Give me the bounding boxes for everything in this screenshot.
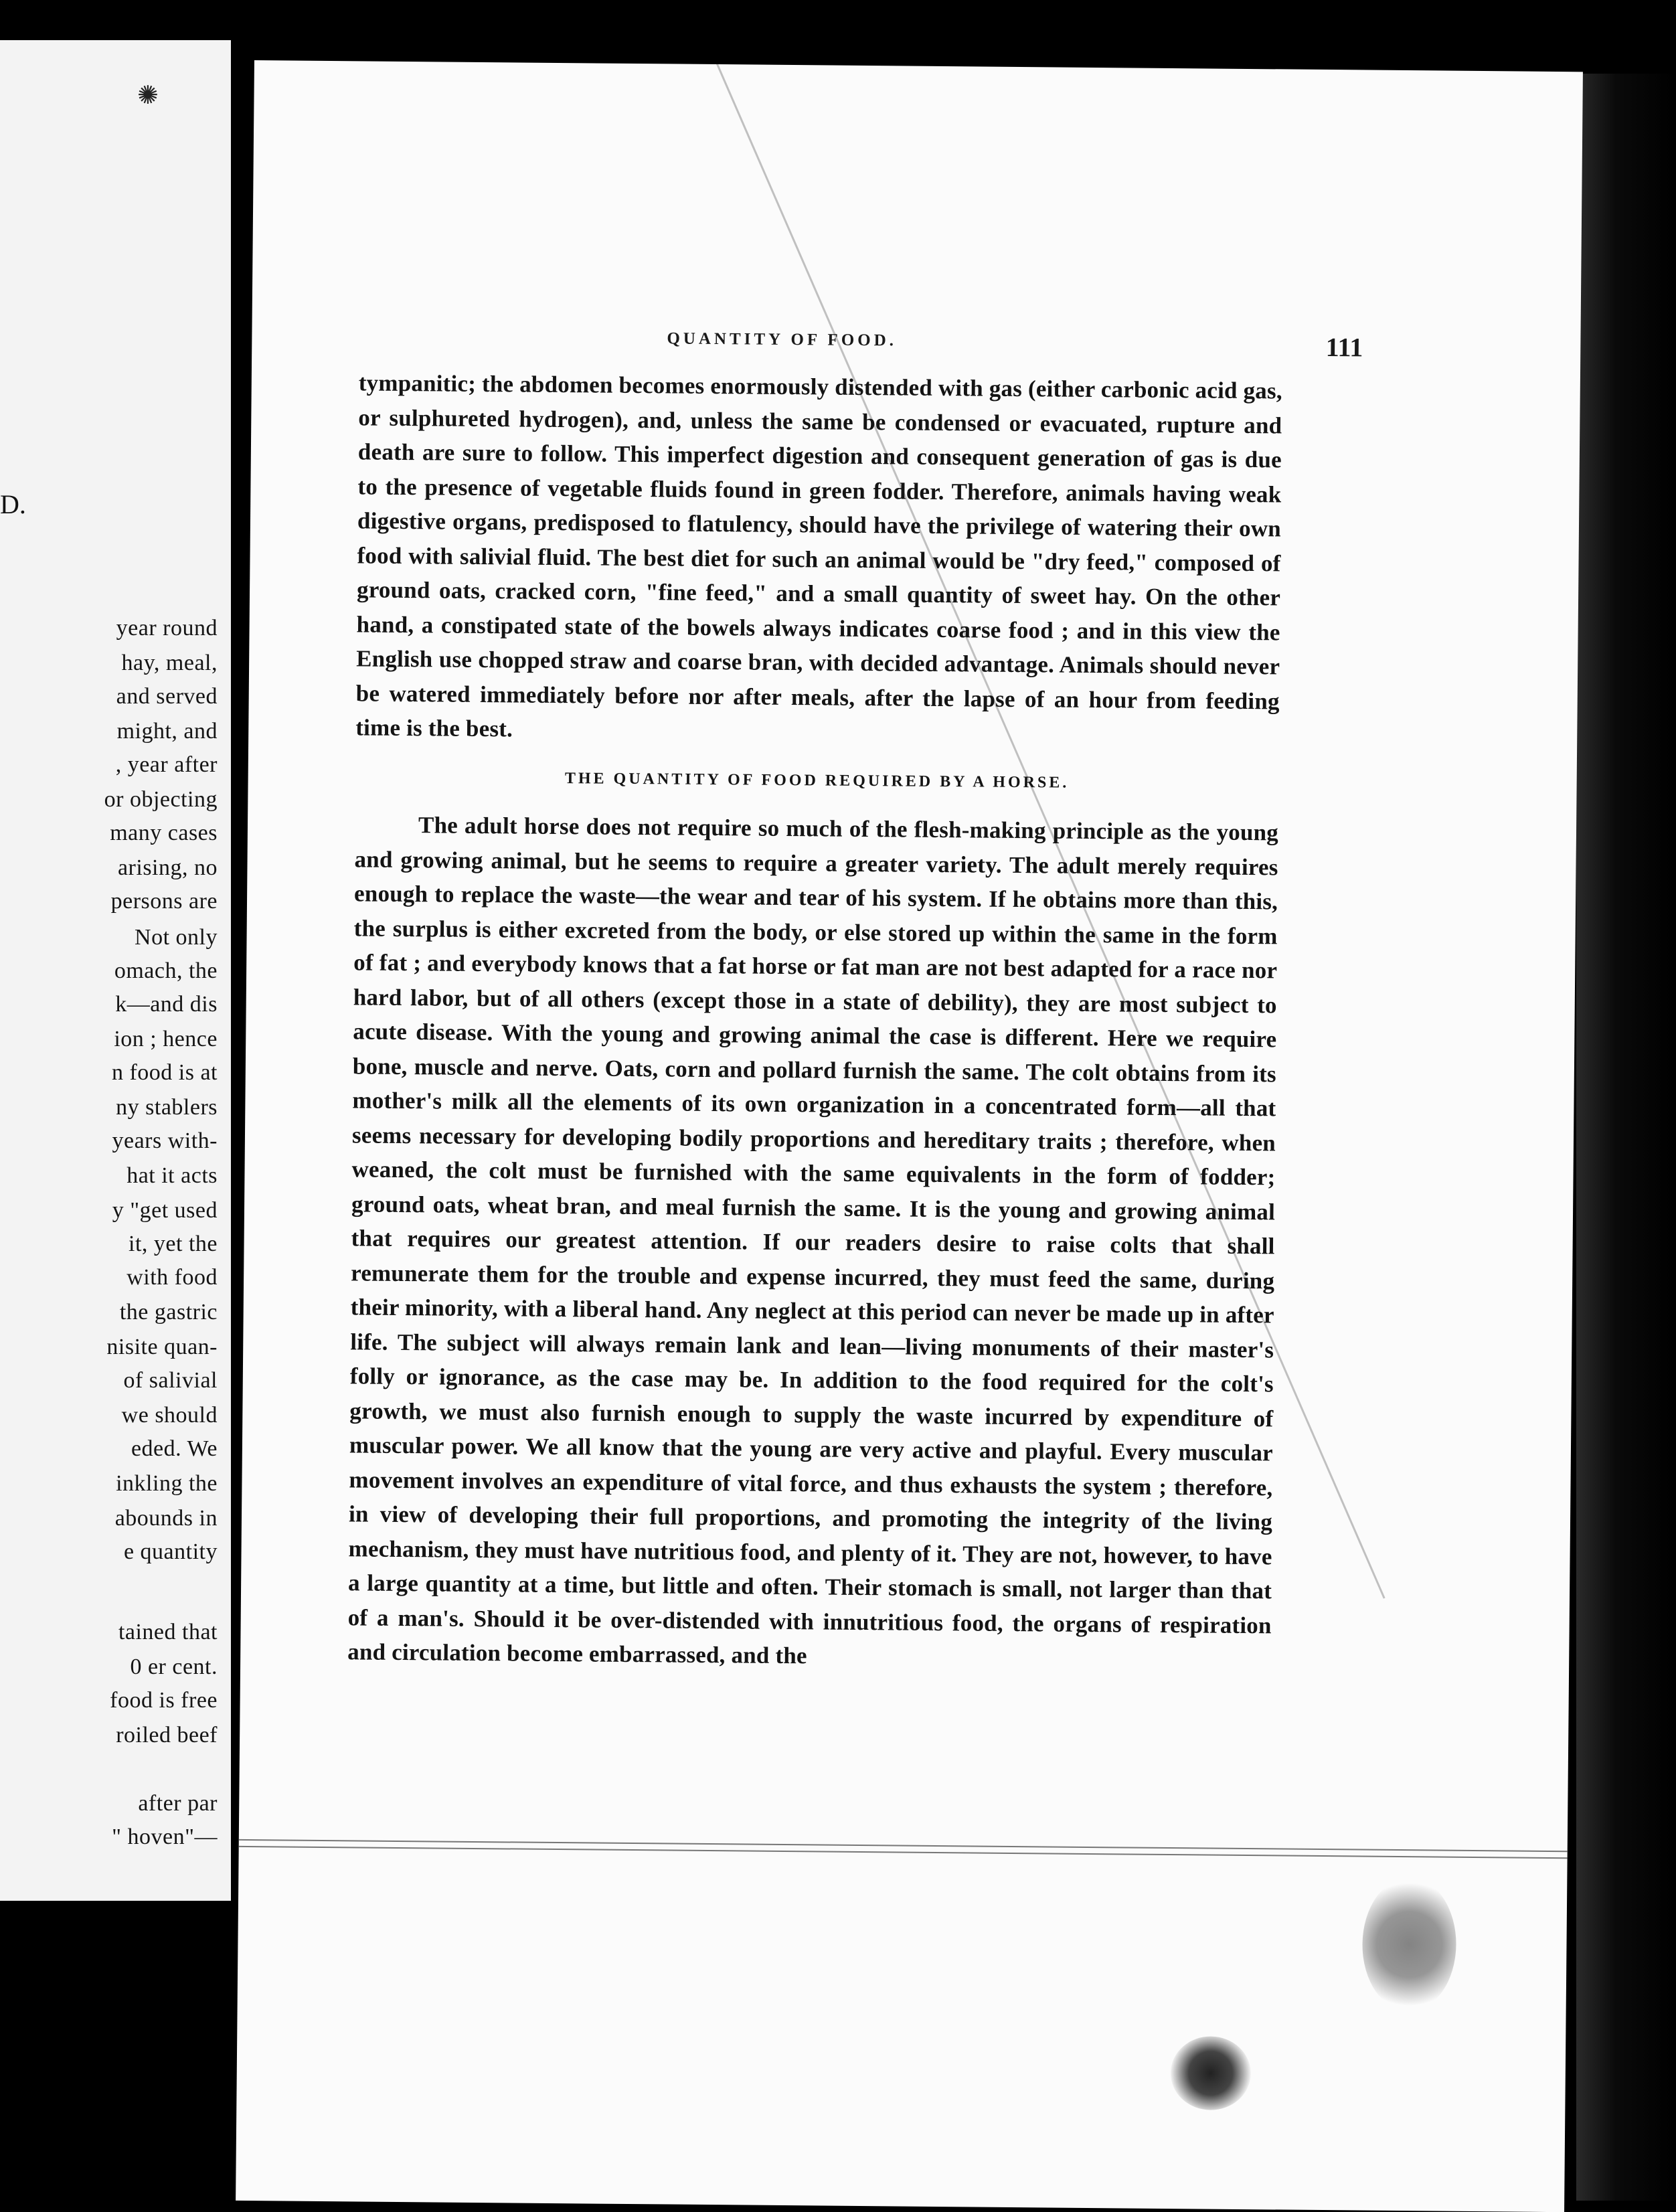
left-page-line: k—and dis xyxy=(115,992,218,1017)
left-page-line: , year after xyxy=(115,752,218,777)
left-page-line: food is free xyxy=(110,1688,218,1713)
left-page-line: omach, the xyxy=(114,958,218,983)
left-page-line: years with- xyxy=(112,1128,218,1153)
ink-smudge xyxy=(1362,1877,1457,2012)
left-page-line: tained that xyxy=(118,1620,218,1644)
left-page-line: n food is at xyxy=(111,1060,218,1085)
left-page-line: year round xyxy=(116,616,218,641)
left-page-line: inkling the xyxy=(116,1471,218,1496)
left-page-line: roiled beef xyxy=(116,1723,218,1748)
left-page-line: e quantity xyxy=(123,1539,218,1564)
scan-artifact-line xyxy=(239,1846,1568,1859)
paragraph: The adult horse does not require so much of the flesh-making principle as the young and growing animal, but he seems to require a greater variety. The adult merely requires enough to replace the waste—the wear and tear of his system. If he obtains more than this, the surplus is either excreted from the body, or else stored up within the same in the form of fat ; and everybody knows that a fat horse or fat man are not best adapted for a race nor hard labor, but of all others (except those in a state of debility), they are most subject to acute disease. With the young and growing animal the case is different. Here we require bone, muscle and nerve. Oats, corn and pollard furnish the same. The colt obtains from its mother's milk all the elements of its own organization in a concentrated form—all that seems necessary for developing bodily proportions and hereditary traits ; therefore, when weaned, the colt must be furnished with the same equivalents in the form of fodder; ground oats, wheat bran, and meal furnish the same. It is the young and growing animal that requires our greatest attention. If our readers desire to raise colts that shall remunerate them for the trouble and expense incurred, they must feed the same, during their minority, with a liberal hand. Any neglect at this period can never be made up in after life. The subject will always remain lank and lean—living monuments of their master's folly or ignorance, as the case may be. In addition to the food required for the colt's growth, we must also furnish enough to supply the waste incurred by expenditure of muscular power. We all know that the young are very active and playful. Every muscular movement involves an expenditure of vital force, and thus exhausts the system ; therefore, in view of developing their full proportions, and promoting the integrity of the living mechanism, they must have nutritious food, and plenty of it. They are not, however, to have a large quantity at a time, but little and often. Their stomach is small, not larger than that of a man's. Should it be over-distended with innutritious food, the organs of respiration and circulation become embarrassed, and the xyxy=(347,812,1279,1669)
left-page-line: hat it acts xyxy=(127,1163,218,1188)
left-page-line: we should xyxy=(121,1403,218,1428)
left-page-line: hay, meal, xyxy=(121,651,218,675)
scan-artifact-line xyxy=(239,1839,1568,1852)
book-page xyxy=(236,60,1583,2212)
left-page-line: the gastric xyxy=(119,1300,218,1325)
ink-smudge xyxy=(1170,2036,1251,2110)
left-page-line: it, yet the xyxy=(129,1231,218,1256)
left-page-line: abounds in xyxy=(114,1506,218,1531)
page-number: 111 xyxy=(1325,331,1363,363)
left-page-mark: D. xyxy=(0,489,26,519)
left-page-line: arising, no xyxy=(117,855,218,880)
left-page-line: nisite quan- xyxy=(106,1335,218,1359)
left-page-line: ny stablers xyxy=(116,1095,218,1120)
left-page-line: eded. We xyxy=(131,1436,218,1461)
left-page-line: persons are xyxy=(110,889,218,914)
left-page-line: many cases xyxy=(110,821,218,845)
left-page-line: might, and xyxy=(116,719,218,744)
left-page-fragment xyxy=(0,40,231,1901)
left-page-line: 0 er cent. xyxy=(130,1654,218,1679)
paragraph: tympanitic; the abdomen becomes enormously distended with gas (either carbonic acid gas, or sulphureted hydrogen), and, unless the same be condensed or evacuated, rupture and death are sure to follow. This imperfect digestion and consequent generation of gas is due to the presence of vegetable fluids found in green fodder. Therefore, animals having weak digestive organs, predisposed to flatulency, should have the privilege of watering their own food with salivial fluid. The best diet for such an animal would be "dry feed," composed of ground oats, cracked corn, "fine feed," and a small quantity of sweet hay. On the other hand, a constipated state of the bowels always indicates coarse food ; and in this view the English use chopped straw and coarse bran, with decided advantage. Animals should never be watered immediately before nor after meals, after the lapse of an hour from feeding time is the best. xyxy=(355,369,1282,742)
left-page-line: or objecting xyxy=(104,787,218,812)
page-body xyxy=(347,365,1282,1677)
left-page-line: with food xyxy=(127,1265,218,1290)
ink-blot-icon: ✺ xyxy=(137,82,159,110)
left-page-line: ion ; hence xyxy=(114,1027,218,1051)
left-page-line: after par xyxy=(138,1791,218,1816)
section-heading: THE QUANTITY OF FOOD REQUIRED BY A HORSE. xyxy=(564,769,1070,792)
left-page-line: and served xyxy=(116,684,218,709)
left-page-line: y "get used xyxy=(112,1198,218,1223)
left-page-line: of salivial xyxy=(123,1368,218,1393)
page-header xyxy=(533,327,1363,361)
running-head: QUANTITY OF FOOD. xyxy=(667,329,898,350)
left-page-line: " hoven"— xyxy=(112,1824,218,1849)
left-page-line: Not only xyxy=(135,925,218,950)
book-spine xyxy=(1576,74,1676,2201)
